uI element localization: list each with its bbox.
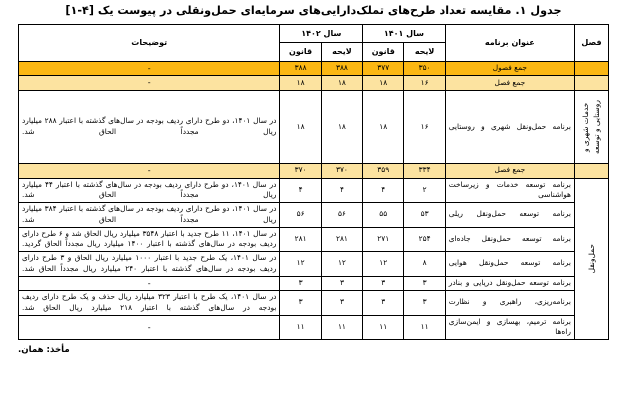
value-1401-law: ۳ xyxy=(363,291,404,315)
table-row xyxy=(19,76,609,91)
value-1402-law: ۳۸۸ xyxy=(280,61,321,76)
description-cell: در سال ۱۴۰۱، ۱۱ طرح جدید با اعتبار ۳۵۴۸ میلیارد ریال الحاق شد و ۶ طرح دارای ردیف بودجه در سال‌های گذشته با اعتبار ۱۴۰۰ میلیارد ریال مجدداً الحاق گردید. xyxy=(19,227,280,251)
value-1401-bill: ۱۱ xyxy=(404,315,445,339)
description-cell: در سال ۱۴۰۱، دو طرح دارای ردیف بودجه در سال‌های گذشته با اعتبار ۴۴ میلیارد ریال مجدداً الحاق شد. xyxy=(19,178,280,202)
budget-comparison-table xyxy=(18,24,609,340)
description-cell: - xyxy=(19,76,280,91)
program-name-cell: برنامه توسعه حمل‌ونقل هوایی xyxy=(445,252,574,276)
program-name-cell: جمع فصول xyxy=(445,61,574,76)
value-1402-law: ۱۸ xyxy=(280,91,321,164)
description-cell: - xyxy=(19,276,280,291)
source-note xyxy=(0,340,627,355)
source-note-text: مأخذ: همان. xyxy=(18,345,70,356)
program-name-cell: جمع فصل xyxy=(445,76,574,91)
value-1402-bill: ۵۶ xyxy=(321,203,362,227)
value-1402-law: ۳ xyxy=(280,291,321,315)
table-row xyxy=(19,315,609,339)
description-cell: در سال ۱۴۰۱، یک طرح جدید با اعتبار ۱۰۰۰ میلیارد ریال الحاق و ۳ طرح دارای ردیف بودجه در سال‌های گذشته با اعتبار ۲۴۰ میلیارد ریال مجدداً الحاق شد. xyxy=(19,252,280,276)
value-1402-law: ۵۶ xyxy=(280,203,321,227)
value-1402-bill: ۱۱ xyxy=(321,315,362,339)
table-row xyxy=(19,164,609,179)
description-cell: - xyxy=(19,164,280,179)
column-header-1401-bill: لایحه xyxy=(404,43,445,62)
value-1401-law: ۵۵ xyxy=(363,203,404,227)
table-row xyxy=(19,178,609,202)
description-cell: در سال ۱۴۰۱، دو طرح دارای ردیف بودجه در سال‌های گذشته با اعتبار ۳۸۴ میلیارد ریال مجدداً الحاق شد. xyxy=(19,203,280,227)
value-1401-law: ۳۵۹ xyxy=(363,164,404,179)
value-1402-bill: ۲۸۱ xyxy=(321,227,362,251)
value-1402-bill: ۱۸ xyxy=(321,76,362,91)
chapter-label: خدمات شهری و روستایی و توسعه xyxy=(581,100,602,154)
column-header-year-1401: سال ۱۴۰۱ xyxy=(363,24,446,43)
page-title: جدول ۱. مقایسه تعداد طرح‌های تملک‌دارایی‌های سرمایه‌ای حمل‌ونقلی در پیوست یک [۴-۱] xyxy=(65,4,562,17)
value-1401-law: ۲۷۱ xyxy=(363,227,404,251)
value-1401-bill: ۱۶ xyxy=(404,76,445,91)
table-body xyxy=(19,61,609,339)
value-1401-bill: ۳۳۴ xyxy=(404,164,445,179)
program-name-cell: برنامه توسعه حمل‌ونقل جاده‌ای xyxy=(445,227,574,251)
program-name-cell: برنامه‌ریزی، راهبری و نظارت xyxy=(445,291,574,315)
value-1402-bill: ۴ xyxy=(321,178,362,202)
description-cell: - xyxy=(19,61,280,76)
value-1401-law: ۱۱ xyxy=(363,315,404,339)
program-name-cell: برنامه ترمیم، بهسازی و ایمن‌سازی راه‌ها xyxy=(445,315,574,339)
chapter-cell xyxy=(574,178,608,339)
chapter-cell-empty xyxy=(574,76,608,91)
column-header-1402-law: قانون xyxy=(280,43,321,62)
value-1402-bill: ۳۸۸ xyxy=(321,61,362,76)
table-row xyxy=(19,203,609,227)
program-name-cell: جمع فصل xyxy=(445,164,574,179)
value-1402-law: ۱۱ xyxy=(280,315,321,339)
value-1401-bill: ۳۵۰ xyxy=(404,61,445,76)
description-cell: در سال ۱۴۰۱، دو طرح دارای ردیف بودجه در سال‌های گذشته با اعتبار ۲۸۸ میلیارد ریال مجدداً الحاق شد. xyxy=(19,91,280,164)
column-header-description: توضیحات xyxy=(19,24,280,61)
description-cell: در سال ۱۴۰۱، یک طرح با اعتبار ۳۲۳ میلیارد ریال حذف و یک طرح دارای ردیف بودجه در سال‌های گذشته با اعتبار ۲۱۸ میلیارد ریال الحاق شد. xyxy=(19,291,280,315)
value-1401-law: ۳۷۷ xyxy=(363,61,404,76)
table-row xyxy=(19,276,609,291)
table-row xyxy=(19,91,609,164)
value-1401-law: ۳ xyxy=(363,276,404,291)
value-1402-bill: ۳ xyxy=(321,276,362,291)
value-1401-bill: ۱۶ xyxy=(404,91,445,164)
header-row-top xyxy=(19,24,609,43)
value-1401-bill: ۲۵۴ xyxy=(404,227,445,251)
chapter-cell-empty xyxy=(574,164,608,179)
value-1401-bill: ۳ xyxy=(404,276,445,291)
table-row xyxy=(19,61,609,76)
value-1401-bill: ۸ xyxy=(404,252,445,276)
value-1402-bill: ۳۷۰ xyxy=(321,164,362,179)
column-header-1402-bill: لایحه xyxy=(321,43,362,62)
table-row xyxy=(19,227,609,251)
column-header-1401-law: قانون xyxy=(363,43,404,62)
chapter-cell xyxy=(574,91,608,164)
program-name-cell: برنامه حمل‌ونقل شهری و روستایی xyxy=(445,91,574,164)
value-1401-law: ۱۸ xyxy=(363,76,404,91)
value-1401-law: ۴ xyxy=(363,178,404,202)
value-1401-bill: ۲ xyxy=(404,178,445,202)
program-name-cell: برنامه توسعه حمل‌ونقل دریایی و بنادر xyxy=(445,276,574,291)
value-1402-bill: ۱۲ xyxy=(321,252,362,276)
table-container xyxy=(0,24,627,340)
value-1402-law: ۱۲ xyxy=(280,252,321,276)
column-header-chapter: فصل xyxy=(574,24,608,61)
value-1401-bill: ۳ xyxy=(404,291,445,315)
value-1402-law: ۳ xyxy=(280,276,321,291)
table-header xyxy=(19,24,609,61)
value-1401-law: ۱۸ xyxy=(363,91,404,164)
column-header-program: عنوان برنامه xyxy=(445,24,574,61)
description-cell: - xyxy=(19,315,280,339)
value-1402-law: ۴ xyxy=(280,178,321,202)
table-row xyxy=(19,252,609,276)
value-1402-law: ۱۸ xyxy=(280,76,321,91)
program-name-cell: برنامه توسعه خدمات و زیرساخت هواشناسی xyxy=(445,178,574,202)
value-1402-bill: ۱۸ xyxy=(321,91,362,164)
chapter-label: حمل‌ونقل xyxy=(586,244,596,274)
value-1401-bill: ۵۳ xyxy=(404,203,445,227)
chapter-cell-empty xyxy=(574,61,608,76)
value-1402-law: ۳۷۰ xyxy=(280,164,321,179)
column-header-year-1402: سال ۱۴۰۲ xyxy=(280,24,363,43)
value-1401-law: ۱۲ xyxy=(363,252,404,276)
program-name-cell: برنامه توسعه حمل‌ونقل ریلی xyxy=(445,203,574,227)
value-1402-law: ۲۸۱ xyxy=(280,227,321,251)
value-1402-bill: ۳ xyxy=(321,291,362,315)
table-row xyxy=(19,291,609,315)
